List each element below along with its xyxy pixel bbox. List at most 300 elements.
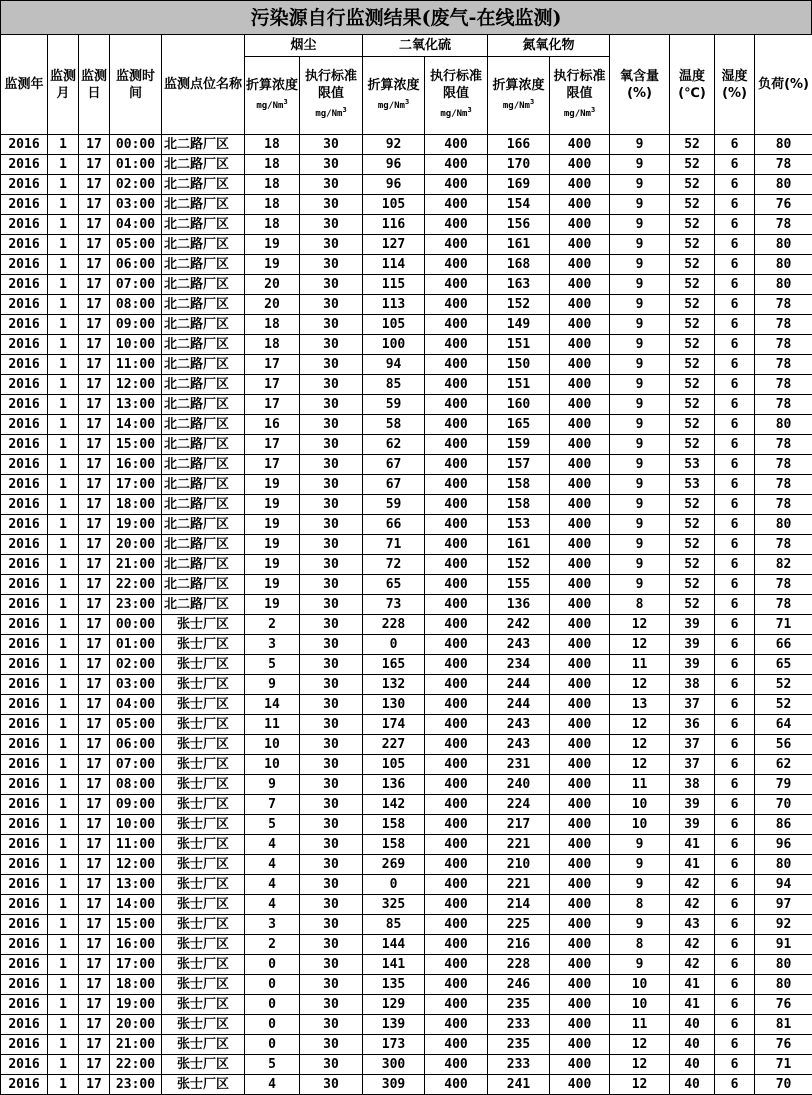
cell-load: 80	[755, 175, 812, 195]
table-row	[1, 415, 812, 435]
cell-nox-limit: 400	[550, 755, 610, 775]
cell-day: 17	[79, 895, 110, 915]
cell-site: 北二路厂区	[162, 135, 245, 155]
cell-so2-conc: 116	[363, 215, 425, 235]
cell-nox-conc: 210	[488, 855, 550, 875]
cell-load: 78	[755, 455, 812, 475]
cell-o2: 9	[610, 475, 670, 495]
cell-year: 2016	[1, 935, 48, 955]
header-temp: 温度(℃)	[670, 35, 715, 135]
cell-so2-limit: 400	[425, 715, 488, 735]
cell-time: 07:00	[110, 275, 162, 295]
cell-humidity: 6	[715, 335, 755, 355]
cell-load: 91	[755, 935, 812, 955]
cell-nox-conc: 216	[488, 935, 550, 955]
cell-nox-conc: 155	[488, 575, 550, 595]
cell-day: 17	[79, 815, 110, 835]
cell-dust-limit: 30	[300, 935, 363, 955]
cell-o2: 9	[610, 195, 670, 215]
cell-year: 2016	[1, 575, 48, 595]
table-row	[1, 155, 812, 175]
cell-nox-limit: 400	[550, 255, 610, 275]
unit-label: mg/Nm$^3$	[377, 97, 410, 111]
cell-year: 2016	[1, 235, 48, 255]
header-nox-conc	[488, 57, 550, 135]
cell-site: 北二路厂区	[162, 355, 245, 375]
cell-humidity: 6	[715, 795, 755, 815]
cell-nox-limit: 400	[550, 435, 610, 455]
cell-month: 1	[48, 695, 79, 715]
monitoring-table	[0, 34, 812, 1095]
cell-month: 1	[48, 555, 79, 575]
cell-nox-conc: 156	[488, 215, 550, 235]
cell-day: 17	[79, 675, 110, 695]
cell-year: 2016	[1, 595, 48, 615]
cell-site: 北二路厂区	[162, 495, 245, 515]
cell-nox-conc: 150	[488, 355, 550, 375]
cell-year: 2016	[1, 215, 48, 235]
cell-dust-limit: 30	[300, 835, 363, 855]
cell-so2-limit: 400	[425, 535, 488, 555]
cell-humidity: 6	[715, 295, 755, 315]
cell-humidity: 6	[715, 415, 755, 435]
cell-nox-limit: 400	[550, 1035, 610, 1055]
cell-so2-conc: 132	[363, 675, 425, 695]
cell-so2-conc: 135	[363, 975, 425, 995]
cell-month: 1	[48, 295, 79, 315]
cell-load: 80	[755, 975, 812, 995]
cell-nox-limit: 400	[550, 1015, 610, 1035]
cell-time: 11:00	[110, 355, 162, 375]
cell-humidity: 6	[715, 935, 755, 955]
cell-temp: 38	[670, 775, 715, 795]
cell-site: 张士厂区	[162, 1015, 245, 1035]
cell-time: 01:00	[110, 155, 162, 175]
cell-humidity: 6	[715, 1015, 755, 1035]
cell-so2-limit: 400	[425, 655, 488, 675]
cell-load: 76	[755, 195, 812, 215]
cell-nox-conc: 151	[488, 335, 550, 355]
cell-load: 97	[755, 895, 812, 915]
cell-year: 2016	[1, 455, 48, 475]
cell-nox-limit: 400	[550, 675, 610, 695]
cell-humidity: 6	[715, 635, 755, 655]
cell-load: 76	[755, 1035, 812, 1055]
cell-so2-limit: 400	[425, 1055, 488, 1075]
cell-month: 1	[48, 175, 79, 195]
cell-so2-limit: 400	[425, 995, 488, 1015]
header-month: 监测月	[48, 35, 79, 135]
cell-nox-conc: 221	[488, 875, 550, 895]
cell-temp: 52	[670, 395, 715, 415]
cell-time: 04:00	[110, 215, 162, 235]
table-row	[1, 875, 812, 895]
cell-so2-conc: 96	[363, 155, 425, 175]
cell-year: 2016	[1, 715, 48, 735]
cell-so2-conc: 67	[363, 455, 425, 475]
cell-nox-conc: 149	[488, 315, 550, 335]
cell-nox-conc: 243	[488, 635, 550, 655]
cell-month: 1	[48, 515, 79, 535]
cell-year: 2016	[1, 515, 48, 535]
cell-time: 17:00	[110, 955, 162, 975]
cell-so2-limit: 400	[425, 695, 488, 715]
cell-day: 17	[79, 455, 110, 475]
cell-nox-limit: 400	[550, 495, 610, 515]
cell-load: 96	[755, 835, 812, 855]
cell-time: 05:00	[110, 715, 162, 735]
cell-nox-conc: 233	[488, 1055, 550, 1075]
cell-load: 78	[755, 375, 812, 395]
cell-so2-limit: 400	[425, 1035, 488, 1055]
cell-nox-limit: 400	[550, 635, 610, 655]
cell-dust-limit: 30	[300, 1075, 363, 1095]
cell-o2: 9	[610, 375, 670, 395]
cell-time: 08:00	[110, 295, 162, 315]
cell-nox-conc: 166	[488, 135, 550, 155]
cell-year: 2016	[1, 475, 48, 495]
cell-year: 2016	[1, 615, 48, 635]
cell-month: 1	[48, 335, 79, 355]
cell-o2: 12	[610, 1075, 670, 1095]
unit-label: mg/Nm$^3$	[563, 106, 596, 119]
cell-so2-limit: 400	[425, 195, 488, 215]
cell-nox-conc: 231	[488, 755, 550, 775]
cell-dust-limit: 30	[300, 255, 363, 275]
table-row	[1, 375, 812, 395]
cell-so2-limit: 400	[425, 135, 488, 155]
cell-humidity: 6	[715, 615, 755, 635]
cell-dust-conc: 10	[245, 735, 300, 755]
cell-year: 2016	[1, 335, 48, 355]
cell-temp: 37	[670, 755, 715, 775]
cell-load: 82	[755, 555, 812, 575]
cell-load: 70	[755, 795, 812, 815]
cell-month: 1	[48, 895, 79, 915]
cell-site: 张士厂区	[162, 755, 245, 775]
cell-day: 17	[79, 475, 110, 495]
cell-time: 07:00	[110, 755, 162, 775]
cell-time: 18:00	[110, 975, 162, 995]
cell-so2-limit: 400	[425, 215, 488, 235]
unit-label: mg/Nm$^3$	[502, 97, 535, 111]
unit-text: mg/Nm	[440, 109, 468, 119]
cell-so2-conc: 141	[363, 955, 425, 975]
cell-day: 17	[79, 875, 110, 895]
cell-nox-limit: 400	[550, 955, 610, 975]
cell-time: 14:00	[110, 895, 162, 915]
cell-month: 1	[48, 1035, 79, 1055]
cell-humidity: 6	[715, 1035, 755, 1055]
cell-dust-conc: 20	[245, 295, 300, 315]
cell-dust-limit: 30	[300, 315, 363, 335]
cell-site: 张士厂区	[162, 915, 245, 935]
cell-site: 北二路厂区	[162, 275, 245, 295]
cell-so2-limit: 400	[425, 555, 488, 575]
cell-load: 78	[755, 295, 812, 315]
cell-time: 23:00	[110, 595, 162, 615]
cell-so2-limit: 400	[425, 1015, 488, 1035]
table-row	[1, 755, 812, 775]
cell-humidity: 6	[715, 555, 755, 575]
cell-month: 1	[48, 275, 79, 295]
cell-nox-conc: 242	[488, 615, 550, 635]
cell-temp: 41	[670, 975, 715, 995]
table-row	[1, 135, 812, 155]
cell-temp: 52	[670, 415, 715, 435]
cell-day: 17	[79, 635, 110, 655]
cell-so2-limit: 400	[425, 375, 488, 395]
cell-nox-conc: 157	[488, 455, 550, 475]
cell-dust-conc: 16	[245, 415, 300, 435]
cell-year: 2016	[1, 555, 48, 575]
cell-humidity: 6	[715, 835, 755, 855]
cell-dust-limit: 30	[300, 335, 363, 355]
cell-so2-conc: 300	[363, 1055, 425, 1075]
cell-month: 1	[48, 1055, 79, 1075]
header-so2: 二氧化硫	[363, 35, 488, 57]
cell-so2-conc: 115	[363, 275, 425, 295]
cell-o2: 12	[610, 715, 670, 735]
cell-nox-limit: 400	[550, 335, 610, 355]
cell-dust-conc: 17	[245, 355, 300, 375]
cell-humidity: 6	[715, 775, 755, 795]
cell-so2-limit: 400	[425, 575, 488, 595]
cell-dust-conc: 17	[245, 455, 300, 475]
cell-nox-limit: 400	[550, 175, 610, 195]
cell-so2-limit: 400	[425, 595, 488, 615]
cell-so2-conc: 94	[363, 355, 425, 375]
cell-temp: 42	[670, 895, 715, 915]
table-row	[1, 175, 812, 195]
cell-temp: 52	[670, 215, 715, 235]
cell-day: 17	[79, 275, 110, 295]
cell-so2-conc: 66	[363, 515, 425, 535]
cell-nox-conc: 243	[488, 715, 550, 735]
cell-so2-conc: 100	[363, 335, 425, 355]
cell-nox-limit: 400	[550, 555, 610, 575]
cell-temp: 52	[670, 255, 715, 275]
cell-month: 1	[48, 635, 79, 655]
cell-dust-conc: 4	[245, 895, 300, 915]
cell-so2-conc: 158	[363, 835, 425, 855]
cell-dust-limit: 30	[300, 235, 363, 255]
table-row	[1, 235, 812, 255]
cell-day: 17	[79, 175, 110, 195]
unit-text: mg/Nm	[563, 109, 591, 119]
cell-dust-conc: 9	[245, 775, 300, 795]
cell-dust-limit: 30	[300, 495, 363, 515]
cell-nox-conc: 136	[488, 595, 550, 615]
cell-load: 76	[755, 995, 812, 1015]
table-row	[1, 935, 812, 955]
cell-nox-limit: 400	[550, 235, 610, 255]
cell-so2-conc: 174	[363, 715, 425, 735]
cell-nox-limit: 400	[550, 1055, 610, 1075]
cell-humidity: 6	[715, 735, 755, 755]
cell-load: 62	[755, 755, 812, 775]
cell-temp: 41	[670, 995, 715, 1015]
cell-nox-limit: 400	[550, 395, 610, 415]
cell-o2: 9	[610, 275, 670, 295]
limit-label: 执行标准限值	[553, 69, 606, 101]
cell-dust-conc: 18	[245, 155, 300, 175]
cell-humidity: 6	[715, 895, 755, 915]
cell-site: 张士厂区	[162, 735, 245, 755]
cell-year: 2016	[1, 875, 48, 895]
cell-site: 北二路厂区	[162, 215, 245, 235]
cell-day: 17	[79, 655, 110, 675]
header-time: 监测时间	[110, 35, 162, 135]
cell-temp: 36	[670, 715, 715, 735]
cell-so2-limit: 400	[425, 815, 488, 835]
cell-site: 北二路厂区	[162, 435, 245, 455]
cell-month: 1	[48, 575, 79, 595]
cell-dust-conc: 0	[245, 1015, 300, 1035]
cell-day: 17	[79, 1015, 110, 1035]
cell-so2-conc: 0	[363, 635, 425, 655]
cell-month: 1	[48, 975, 79, 995]
cell-so2-limit: 400	[425, 355, 488, 375]
cell-temp: 37	[670, 695, 715, 715]
header-load: 负荷(%)	[755, 35, 812, 135]
cell-so2-limit: 400	[425, 335, 488, 355]
cell-site: 北二路厂区	[162, 375, 245, 395]
cell-time: 23:00	[110, 1075, 162, 1095]
cell-nox-conc: 240	[488, 775, 550, 795]
cell-dust-limit: 30	[300, 1015, 363, 1035]
cell-humidity: 6	[715, 275, 755, 295]
cell-nox-conc: 168	[488, 255, 550, 275]
cell-o2: 11	[610, 1015, 670, 1035]
cell-o2: 12	[610, 615, 670, 635]
cell-dust-conc: 0	[245, 955, 300, 975]
cell-humidity: 6	[715, 675, 755, 695]
cell-load: 78	[755, 315, 812, 335]
cell-year: 2016	[1, 415, 48, 435]
cell-dust-limit: 30	[300, 215, 363, 235]
cell-site: 北二路厂区	[162, 515, 245, 535]
cell-so2-limit: 400	[425, 455, 488, 475]
cell-day: 17	[79, 295, 110, 315]
cell-humidity: 6	[715, 1075, 755, 1095]
cell-site: 张士厂区	[162, 855, 245, 875]
cell-so2-conc: 96	[363, 175, 425, 195]
cell-o2: 8	[610, 595, 670, 615]
table-row	[1, 355, 812, 375]
cell-nox-conc: 235	[488, 1035, 550, 1055]
cell-so2-conc: 325	[363, 895, 425, 915]
cell-load: 78	[755, 435, 812, 455]
cell-day: 17	[79, 955, 110, 975]
cell-dust-limit: 30	[300, 475, 363, 495]
cell-month: 1	[48, 355, 79, 375]
cell-so2-limit: 400	[425, 235, 488, 255]
cell-load: 78	[755, 355, 812, 375]
cell-so2-limit: 400	[425, 755, 488, 775]
cell-day: 17	[79, 775, 110, 795]
cell-o2: 12	[610, 635, 670, 655]
cell-year: 2016	[1, 195, 48, 215]
cell-day: 17	[79, 595, 110, 615]
table-row	[1, 275, 812, 295]
cell-o2: 10	[610, 995, 670, 1015]
cell-month: 1	[48, 195, 79, 215]
cell-dust-conc: 18	[245, 215, 300, 235]
cell-dust-limit: 30	[300, 435, 363, 455]
cell-month: 1	[48, 135, 79, 155]
header-dust-conc	[245, 57, 300, 135]
cell-year: 2016	[1, 675, 48, 695]
cell-time: 10:00	[110, 815, 162, 835]
cell-dust-limit: 30	[300, 915, 363, 935]
cell-dust-limit: 30	[300, 355, 363, 375]
table-row	[1, 655, 812, 675]
cell-dust-limit: 30	[300, 955, 363, 975]
cell-dust-conc: 20	[245, 275, 300, 295]
cell-humidity: 6	[715, 195, 755, 215]
header-so2-limit	[425, 57, 488, 135]
cell-dust-limit: 30	[300, 815, 363, 835]
cell-so2-conc: 62	[363, 435, 425, 455]
cell-site: 北二路厂区	[162, 235, 245, 255]
cell-day: 17	[79, 795, 110, 815]
cell-humidity: 6	[715, 355, 755, 375]
cell-load: 78	[755, 595, 812, 615]
cell-temp: 52	[670, 175, 715, 195]
cell-so2-limit: 400	[425, 475, 488, 495]
cell-so2-limit: 400	[425, 735, 488, 755]
cell-month: 1	[48, 615, 79, 635]
table-row	[1, 475, 812, 495]
cell-so2-limit: 400	[425, 795, 488, 815]
cell-nox-limit: 400	[550, 715, 610, 735]
cell-nox-limit: 400	[550, 935, 610, 955]
cell-load: 92	[755, 915, 812, 935]
cell-time: 03:00	[110, 675, 162, 695]
cell-dust-limit: 30	[300, 995, 363, 1015]
cell-o2: 9	[610, 175, 670, 195]
cell-humidity: 6	[715, 1055, 755, 1075]
cell-site: 张士厂区	[162, 895, 245, 915]
cell-dust-conc: 18	[245, 315, 300, 335]
cell-day: 17	[79, 395, 110, 415]
cell-nox-conc: 214	[488, 895, 550, 915]
cell-nox-limit: 400	[550, 195, 610, 215]
conc-label: 折算浓度	[367, 77, 420, 93]
cell-o2: 12	[610, 735, 670, 755]
cell-temp: 40	[670, 1075, 715, 1095]
cell-month: 1	[48, 1075, 79, 1095]
cell-so2-limit: 400	[425, 275, 488, 295]
cell-load: 80	[755, 515, 812, 535]
cell-nox-limit: 400	[550, 855, 610, 875]
cell-temp: 53	[670, 475, 715, 495]
cell-temp: 40	[670, 1015, 715, 1035]
table-row	[1, 1055, 812, 1075]
cell-so2-limit: 400	[425, 315, 488, 335]
cell-month: 1	[48, 875, 79, 895]
cell-load: 80	[755, 235, 812, 255]
cell-day: 17	[79, 535, 110, 555]
cell-month: 1	[48, 795, 79, 815]
cell-dust-limit: 30	[300, 615, 363, 635]
table-row	[1, 335, 812, 355]
table-row	[1, 995, 812, 1015]
cell-o2: 9	[610, 255, 670, 275]
cell-so2-limit: 400	[425, 935, 488, 955]
cell-so2-limit: 400	[425, 875, 488, 895]
